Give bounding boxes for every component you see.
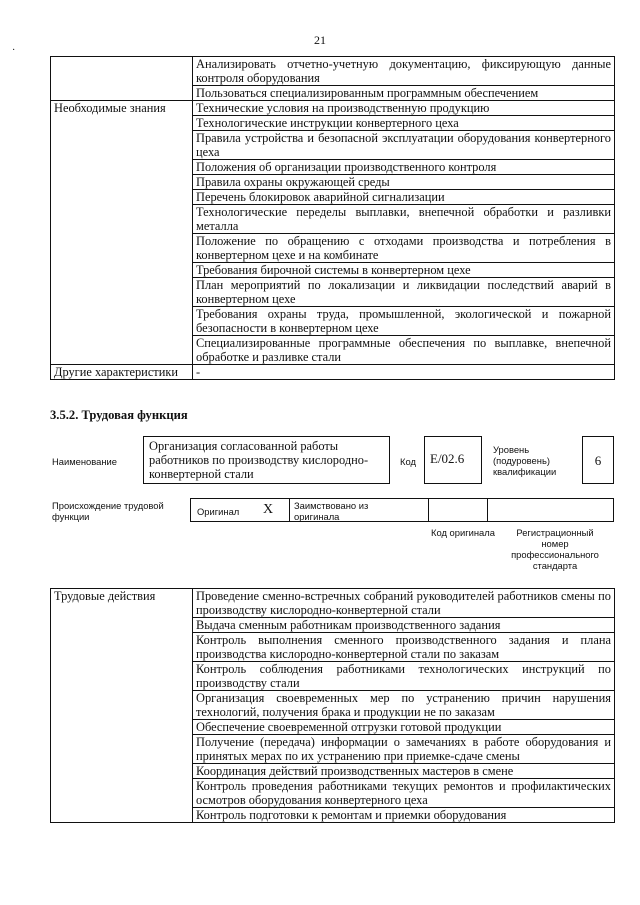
- row-item: Технологические инструкции конвертерного цеха: [193, 116, 615, 131]
- row-item: Технические условия на производственную продукцию: [193, 101, 615, 116]
- row-item: Перечень блокировок аварийной сигнализации: [193, 190, 615, 205]
- original-code-cell: [428, 498, 488, 522]
- level-value-box: [582, 436, 614, 484]
- origin-row: [190, 498, 614, 522]
- row-item: Требования охраны труда, промышленной, экологической и пожарной безопасности в конвертерном цехе: [193, 307, 615, 336]
- function-code-box: [424, 436, 482, 484]
- reg-caption: Регистрационный номер профессионального стандарта: [511, 527, 599, 571]
- section-title: 3.5.2. Трудовая функция: [50, 408, 188, 422]
- row-item: Правила охраны окружающей среды: [193, 175, 615, 190]
- row-item: План мероприятий по локализации и ликвидации последствий аварий в конвертерном цехе: [193, 278, 615, 307]
- row-label: Необходимые знания: [51, 101, 193, 365]
- row-label: [51, 57, 193, 101]
- labor-action-item: Координация действий производственных мастеров в смене: [193, 764, 615, 779]
- row-item: Пользоваться специализированным программным обеспечением: [193, 86, 615, 101]
- name-label: Наименование: [52, 456, 117, 467]
- level-label: Уровень (подуровень) квалификации: [493, 444, 557, 477]
- table-row: [51, 57, 615, 86]
- scan-mark: ·: [12, 45, 16, 56]
- borrowed-label: Заимствовано из оригинала: [294, 500, 369, 522]
- original-cell: [190, 498, 290, 522]
- table-row: [51, 101, 615, 116]
- reg-number-cell: [487, 498, 614, 522]
- function-name-value: Организация согласованной работы работников по производству кислородно-конвертерной стали: [149, 439, 369, 481]
- table-row: [51, 365, 615, 380]
- table-row: [51, 589, 615, 618]
- row-item: Правила устройства и безопасной эксплуатации оборудования конвертерного цеха: [193, 131, 615, 160]
- row-item: Анализировать отчетно-учетную документацию, фиксирующую данные контроля оборудования: [193, 57, 615, 86]
- labor-action-item: Контроль подготовки к ремонтам и приемки оборудования: [193, 808, 615, 823]
- labor-action-item: Обеспечение своевременной отгрузки готовой продукции: [193, 720, 615, 735]
- row-item: Технологические переделы выплавки, внепечной обработки и разливки металла: [193, 205, 615, 234]
- labor-actions-label: Трудовые действия: [51, 589, 193, 823]
- original-mark: X: [263, 502, 274, 517]
- row-item: Специализированные программные обеспечения по выплавке, внепечной обработке и разливке стали: [193, 336, 615, 365]
- labor-action-item: Организация своевременных мер по устранению причин нарушения технологий, получения брака и продукции не по заказам: [193, 691, 615, 720]
- original-label: Оригинал: [197, 506, 240, 517]
- code-caption: Код оригинала: [431, 527, 495, 538]
- function-name-box: [143, 436, 390, 484]
- borrowed-cell: [289, 498, 429, 522]
- code-label: Код: [400, 456, 416, 467]
- labor-action-item: Выдача сменным работникам производственного задания: [193, 618, 615, 633]
- function-code-value: E/02.6: [430, 451, 465, 466]
- labor-action-item: Получение (передача) информации о замечаниях в работе оборудования и принятых мерах по их устранению при приемке-сдаче смены: [193, 735, 615, 764]
- labor-actions-table: [50, 588, 615, 823]
- labor-action-item: Контроль соблюдения работниками технологических инструкций по производству стали: [193, 662, 615, 691]
- labor-action-item: Проведение сменно-встречных собраний руководителей работников смены по производству кислородно-конвертерной стали: [193, 589, 615, 618]
- row-label: Другие характеристики: [51, 365, 193, 380]
- page-number: 21: [314, 33, 326, 47]
- row-item: -: [193, 365, 615, 380]
- row-item: Положение по обращению с отходами производства и потребления в конвертерном цехе и на комбинате: [193, 234, 615, 263]
- knowledge-table: [50, 56, 615, 380]
- labor-action-item: Контроль выполнения сменного производственного задания и плана производства кислородно-конвертерной стали по заказам: [193, 633, 615, 662]
- row-item: Положения об организации производственного контроля: [193, 160, 615, 175]
- row-item: Требования бирочной системы в конвертерном цехе: [193, 263, 615, 278]
- origin-label: Происхождение трудовой функции: [52, 500, 164, 522]
- labor-action-item: Контроль проведения работниками текущих ремонтов и профилактических осмотров оборудования конвертерного цеха: [193, 779, 615, 808]
- level-value: 6: [594, 453, 602, 468]
